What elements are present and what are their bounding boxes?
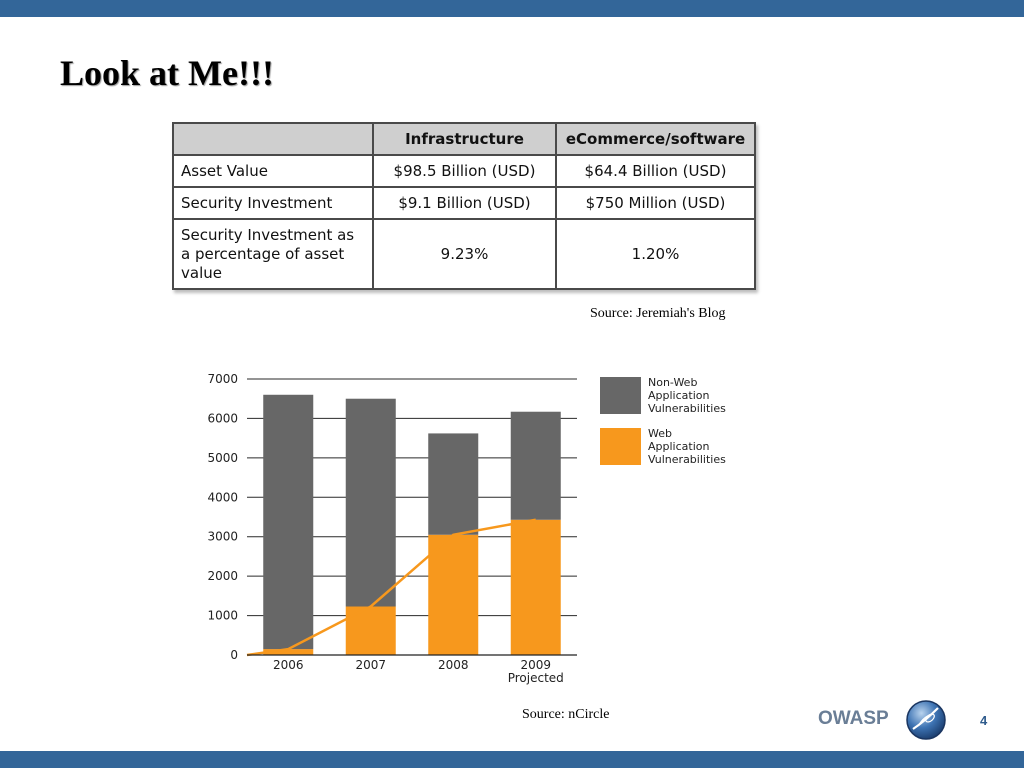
table-row — [173, 155, 755, 187]
table-cell: $9.1 Billion (USD) — [373, 187, 556, 219]
top-banner-bar — [0, 0, 1024, 17]
legend-label: Vulnerabilities — [648, 402, 726, 415]
y-tick-label: 1000 — [207, 608, 238, 623]
legend-label: Application — [648, 440, 710, 453]
table-source-caption: Source: Jeremiah's Blog — [590, 306, 726, 321]
table-cell: 9.23% — [373, 219, 556, 289]
y-tick-label: 0 — [230, 648, 238, 662]
page-number: 4 — [980, 713, 988, 728]
legend-label: Non-Web — [648, 376, 698, 389]
bar-segment — [428, 433, 478, 534]
comparison-table — [172, 122, 756, 290]
y-tick-label: 2000 — [207, 569, 238, 584]
slide-title: Look at Me!!! — [60, 53, 274, 93]
table-cell: 1.20% — [556, 219, 755, 289]
table-header-ecommerce: eCommerce/software — [556, 123, 755, 155]
legend-label: Web — [648, 427, 672, 440]
x-tick-label: 2009 — [520, 658, 552, 672]
x-tick-label: 2008 — [437, 658, 469, 672]
y-tick-label: 6000 — [207, 411, 238, 426]
legend-swatch — [600, 377, 641, 414]
legend-swatch — [600, 428, 641, 465]
table-row — [173, 219, 755, 289]
owasp-wasp-globe-icon — [905, 699, 947, 741]
table-row-label: Security Investment as a percentage of asset value — [173, 219, 373, 289]
table-row-label: Security Investment — [173, 187, 373, 219]
bar-segment — [511, 520, 561, 655]
table-header-infrastructure: Infrastructure — [373, 123, 556, 155]
x-tick-label: 2006 — [272, 658, 304, 672]
bar-segment — [346, 399, 396, 607]
table-cell: $750 Million (USD) — [556, 187, 755, 219]
y-tick-label: 7000 — [207, 372, 238, 386]
table-cell: $64.4 Billion (USD) — [556, 155, 755, 187]
bar-segment — [263, 395, 313, 649]
table-header-row — [173, 123, 755, 155]
bar-segment — [428, 535, 478, 655]
bar-segment — [346, 607, 396, 655]
table-row-label: Asset Value — [173, 155, 373, 187]
y-tick-label: 4000 — [207, 490, 238, 505]
table-header-blank — [173, 123, 373, 155]
chart-source-caption: Source: nCircle — [522, 707, 610, 722]
bottom-banner-bar — [0, 751, 1024, 768]
y-tick-label: 3000 — [207, 529, 238, 544]
table-cell: $98.5 Billion (USD) — [373, 155, 556, 187]
bar-segment — [511, 412, 561, 520]
y-tick-label: 5000 — [207, 450, 238, 465]
legend-label: Vulnerabilities — [648, 453, 726, 466]
vulnerabilities-stacked-bar-chart — [190, 368, 760, 688]
legend-label: Application — [648, 389, 710, 402]
owasp-logo-text: OWASP — [818, 708, 889, 729]
x-tick-sublabel: Projected — [507, 671, 564, 685]
table-row — [173, 187, 755, 219]
x-tick-label: 2007 — [355, 658, 387, 672]
